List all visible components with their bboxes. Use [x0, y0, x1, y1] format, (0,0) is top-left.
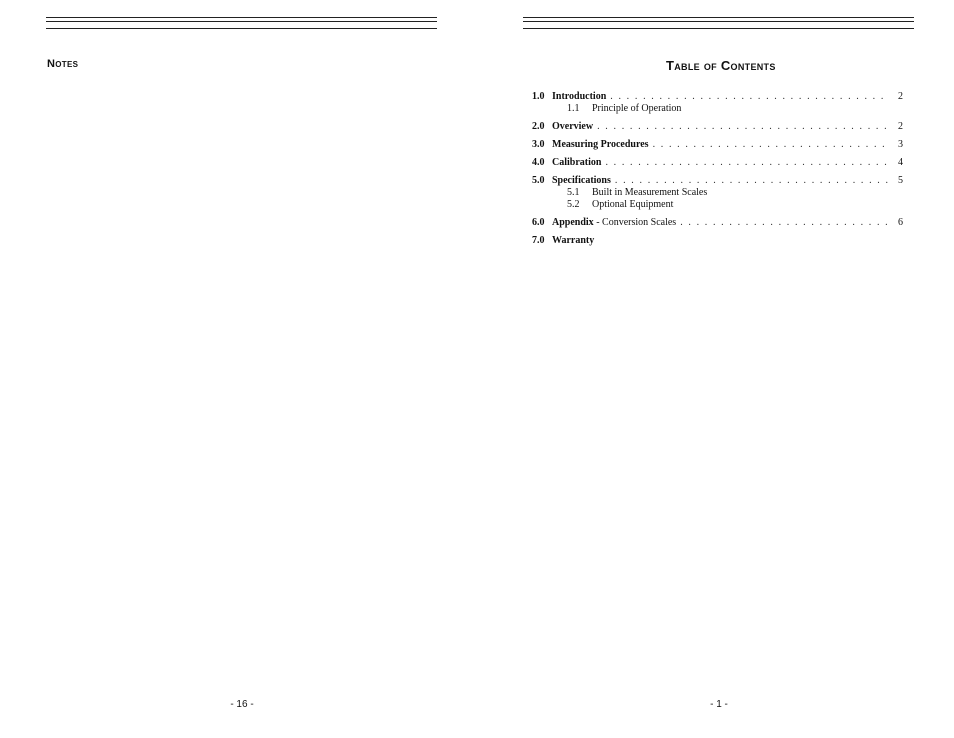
dot-leader [605, 157, 889, 169]
notes-heading: Notes [47, 58, 79, 70]
toc-subentry[interactable] [532, 103, 903, 115]
toc-subentry-number: 5.2 [567, 199, 580, 210]
toc-entry-title: Overview [552, 121, 594, 132]
header-rule [523, 28, 914, 29]
toc-entry[interactable] [532, 91, 903, 115]
dot-leader [653, 139, 889, 151]
toc-entry[interactable] [532, 217, 903, 229]
header-rule [46, 28, 437, 29]
table-of-contents [532, 91, 903, 253]
toc-entry-line [532, 235, 903, 247]
toc-entry-number: 7.0 [532, 235, 545, 246]
toc-entry-number: 4.0 [532, 157, 545, 168]
toc-entry[interactable] [532, 157, 903, 169]
header-rule [46, 17, 437, 18]
toc-entry-title: Appendix [552, 217, 594, 228]
header-rule [523, 17, 914, 18]
toc-entry-number: 5.0 [532, 175, 545, 186]
toc-subentry-number: 5.1 [567, 187, 580, 198]
toc-subentry-title: Principle of Operation [592, 103, 682, 114]
header-rule [46, 21, 437, 22]
toc-subentry[interactable] [532, 199, 903, 211]
toc-entry-page: 3 [898, 139, 903, 150]
toc-entry-line [532, 157, 903, 169]
toc-entry[interactable] [532, 139, 903, 151]
toc-entry-title: Introduction [552, 91, 607, 102]
toc-entry-page: 2 [898, 91, 903, 102]
toc-entry-number: 6.0 [532, 217, 545, 228]
page-number-footer: - 1 - [710, 699, 728, 710]
toc-entry-title: Calibration [552, 157, 602, 168]
toc-entry-page: 5 [898, 175, 903, 186]
toc-entry-number: 2.0 [532, 121, 545, 132]
toc-entry[interactable] [532, 121, 903, 133]
toc-subentry-title: Built in Measurement Scales [592, 187, 708, 198]
toc-entry-number: 1.0 [532, 91, 545, 102]
toc-entry-page: 4 [898, 157, 903, 168]
toc-entry-title: Measuring Procedures [552, 139, 649, 150]
toc-entry-title: Warranty [552, 235, 595, 246]
toc-entry-subtitle: - Conversion Scales [593, 217, 677, 228]
toc-entry-title: Specifications [552, 175, 611, 186]
toc-subentry[interactable] [532, 187, 903, 199]
page-number-footer: - 16 - [230, 699, 254, 710]
toc-entry[interactable] [532, 175, 903, 211]
toc-entry-line [532, 121, 903, 133]
right-page [477, 0, 954, 738]
dot-leader [597, 121, 889, 133]
toc-entry-line [532, 175, 903, 187]
toc-heading: Table of Contents [666, 58, 776, 73]
toc-entry-page: 6 [898, 217, 903, 228]
toc-entry-line [532, 217, 903, 229]
header-rule [523, 21, 914, 22]
toc-entry-number: 3.0 [532, 139, 545, 150]
toc-subentry-title: Optional Equipment [592, 199, 674, 210]
dot-leader [610, 91, 889, 103]
dot-leader [615, 175, 889, 187]
dot-leader [680, 217, 889, 229]
toc-subentry-number: 1.1 [567, 103, 580, 114]
toc-entry-line [532, 139, 903, 151]
toc-entry-page: 2 [898, 121, 903, 132]
toc-entry[interactable] [532, 235, 903, 247]
toc-entry-line [532, 91, 903, 103]
